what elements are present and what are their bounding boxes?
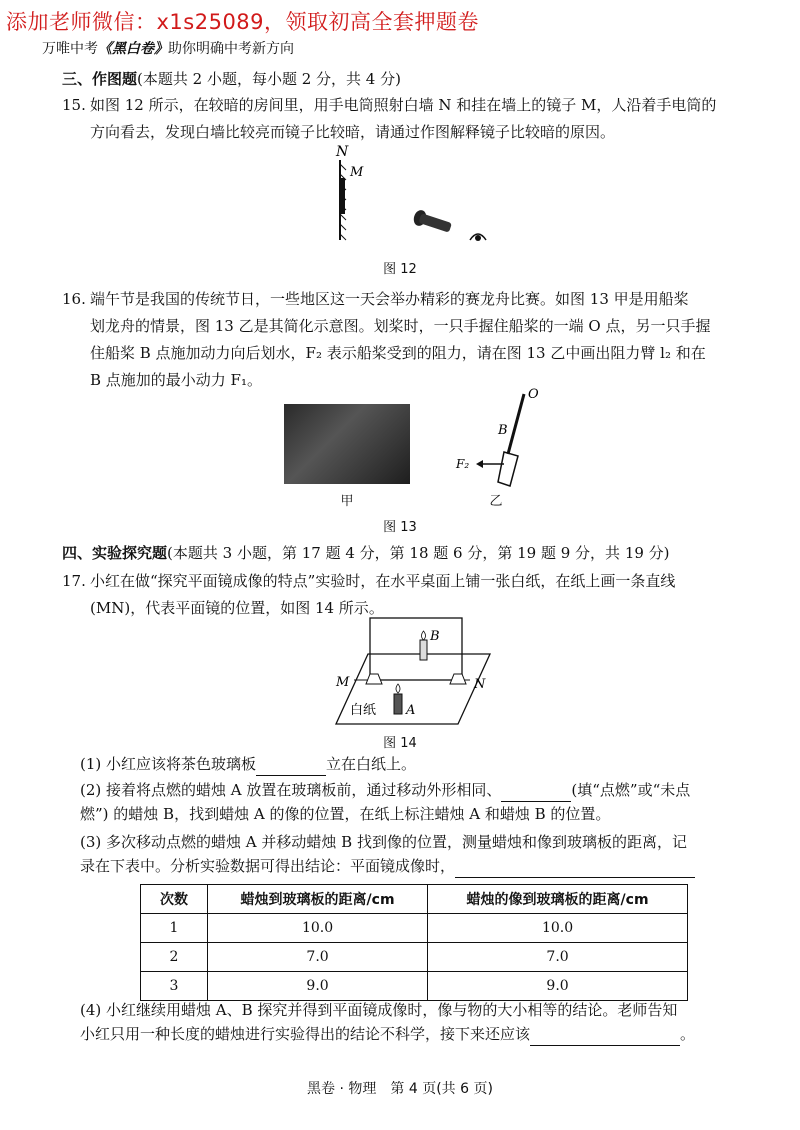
q17-p4-text-a: (4) 小红继续用蜡烛 A、B 探究并得到平面镜成像时，像与物的大小相等的结论。老师告知 (80, 1001, 678, 1019)
q17-p1-blank[interactable] (256, 775, 326, 776)
data-table (140, 884, 688, 1001)
figure-12-caption: 图 12 (383, 262, 417, 277)
glass-plate (370, 618, 462, 680)
watermark: 添加老师微信：x1s25089，领取初高全套押题卷 (6, 10, 480, 34)
q17-p1-text-a: (1) 小红应该将茶色玻璃板 (80, 755, 257, 773)
fig14-label-m: M (336, 675, 350, 690)
q17-p3-text-b: 录在下表中。分析实验数据可得出结论：平面镜成像时， (80, 857, 456, 875)
section-4-note: (本题共 3 小题，第 17 题 4 分，第 18 题 6 分，第 19 题 9 分，共 19 分) (167, 544, 670, 562)
q17-p2-text-a: (2) 接着将点燃的蜡烛 A 放置在玻璃板前，通过移动外形相同、 (80, 781, 502, 799)
table-cell: 10.0 (428, 914, 688, 943)
force-f2-arrowhead (476, 460, 483, 468)
table-cell: 9.0 (428, 972, 688, 1001)
fig14-label-a: A (406, 703, 416, 718)
q17-p2-text-c: 燃”) 的蜡烛 B，找到蜡烛 A 的像的位置，在纸上标注蜡烛 A 和蜡烛 B 的位置。 (80, 805, 611, 823)
table-cell: 2 (141, 943, 208, 972)
q16-line-3: 住船桨 B 点施加动力向后划水，F₂ 表示船桨受到的阻力，请在图 13 乙中画出阻力臂 l₂ 和在 (90, 344, 706, 362)
oar-blade (498, 452, 518, 486)
figure-13-label-yi: 乙 (489, 494, 503, 509)
oar-shaft (508, 394, 524, 454)
q15-line-2: 方向看去，发现白墙比较亮而镜子比较暗，请通过作图解释镜子比较暗的原因。 (90, 123, 616, 141)
figure-14 (330, 614, 500, 730)
table-header: 蜡烛到玻璃板的距离/cm (208, 885, 428, 914)
table-header: 次数 (141, 885, 208, 914)
table-cell: 7.0 (208, 943, 428, 972)
header-suffix: 助你明确中考新方向 (168, 41, 294, 57)
table-cell: 1 (141, 914, 208, 943)
q17-part-1 (80, 752, 760, 776)
q15-number: 15. (62, 96, 86, 114)
section-4-heading (62, 542, 670, 563)
q17-p3-text-a: (3) 多次移动点燃的蜡烛 A 并移动蜡烛 B 找到像的位置，测量蜡烛和像到玻璃板的距离，记 (80, 833, 687, 851)
table-cell: 9.0 (208, 972, 428, 1001)
q16-line-1: 端午节是我国的传统节日，一些地区这一天会举办精彩的赛龙舟比赛。如图 13 甲是用船桨 (90, 290, 689, 308)
fig14-label-paper: 白纸 (350, 703, 377, 718)
candle-a (394, 694, 402, 714)
oar-label-o: O (528, 387, 539, 402)
section-4-title: 四、实验探究题 (62, 544, 168, 562)
figure-13-caption: 图 13 (383, 520, 417, 535)
q17-p4-text-b: 小红只用一种长度的蜡烛进行实验得出的结论不科学，接下来还应该 (80, 1025, 531, 1043)
q17-part-4 (80, 998, 760, 1046)
flashlight-icon (412, 209, 453, 236)
q17-number: 17. (62, 572, 86, 590)
question-16 (62, 286, 762, 394)
stand-left (366, 674, 382, 684)
page-footer: 黑卷 · 物理 第 4 页(共 6 页) (307, 1081, 493, 1097)
q16-line-2: 划龙舟的情景，图 13 乙是其简化示意图。划桨时，一只手握住船桨的一端 O 点，另一只手握 (90, 317, 711, 335)
fig12-label-m: M (350, 165, 364, 180)
q15-line-1: 如图 12 所示，在较暗的房间里，用手电筒照射白墙 N 和挂在墙上的镜子 M，人沿着手电筒的 (90, 96, 717, 114)
fig12-mirror (341, 178, 345, 214)
fig14-label-b: B (430, 629, 440, 644)
table-header-row (141, 885, 688, 914)
q16-line-4: B 点施加的最小动力 F₁。 (90, 371, 262, 389)
table-row (141, 943, 688, 972)
page-header (42, 38, 294, 58)
fig12-label-n: N (336, 144, 349, 160)
table-row (141, 914, 688, 943)
q17-p2-text-b: (填“点燃”或“未点 (571, 781, 691, 799)
dragon-boat-photo (284, 404, 410, 484)
header-prefix: 万唯中考 (42, 41, 98, 57)
section-3-heading (62, 68, 401, 89)
q17-part-3 (80, 830, 760, 878)
q17-p3-blank[interactable] (455, 877, 695, 878)
q17-line-1: 小红在做“探究平面镜成像的特点”实验时，在水平桌面上铺一张白纸，在纸上画一条直线 (90, 572, 676, 590)
table-row (141, 972, 688, 1001)
stand-right (450, 674, 466, 684)
table-cell: 10.0 (208, 914, 428, 943)
oar-label-b: B (498, 423, 508, 438)
q16-number: 16. (62, 290, 86, 308)
table-header: 蜡烛的像到玻璃板的距离/cm (428, 885, 688, 914)
question-15 (62, 92, 762, 146)
table-cell: 3 (141, 972, 208, 1001)
header-brand: 《黑白卷》 (98, 41, 168, 57)
fig14-label-n: N (474, 677, 486, 692)
candle-b-flame (422, 631, 426, 640)
q17-p4-blank[interactable] (530, 1045, 680, 1046)
section-3-title: 三、作图题 (62, 70, 138, 88)
figure-13-diagram (450, 384, 550, 494)
q17-p1-text-b: 立在白纸上。 (326, 755, 417, 773)
q17-line-2: (MN)，代表平面镜的位置，如图 14 所示。 (90, 599, 384, 617)
section-3-note: (本题共 2 小题，每小题 2 分，共 4 分) (137, 70, 401, 88)
figure-13-label-jia: 甲 (340, 494, 354, 509)
q17-p4-end: 。 (680, 1025, 696, 1043)
candle-b (420, 640, 427, 660)
eye-icon (470, 234, 486, 241)
table-cell: 7.0 (428, 943, 688, 972)
figure-14-caption: 图 14 (383, 736, 417, 751)
q17-part-2 (80, 778, 760, 826)
figure-12 (300, 140, 500, 250)
candle-a-flame (396, 684, 400, 693)
force-f2-label: F₂ (456, 457, 470, 471)
